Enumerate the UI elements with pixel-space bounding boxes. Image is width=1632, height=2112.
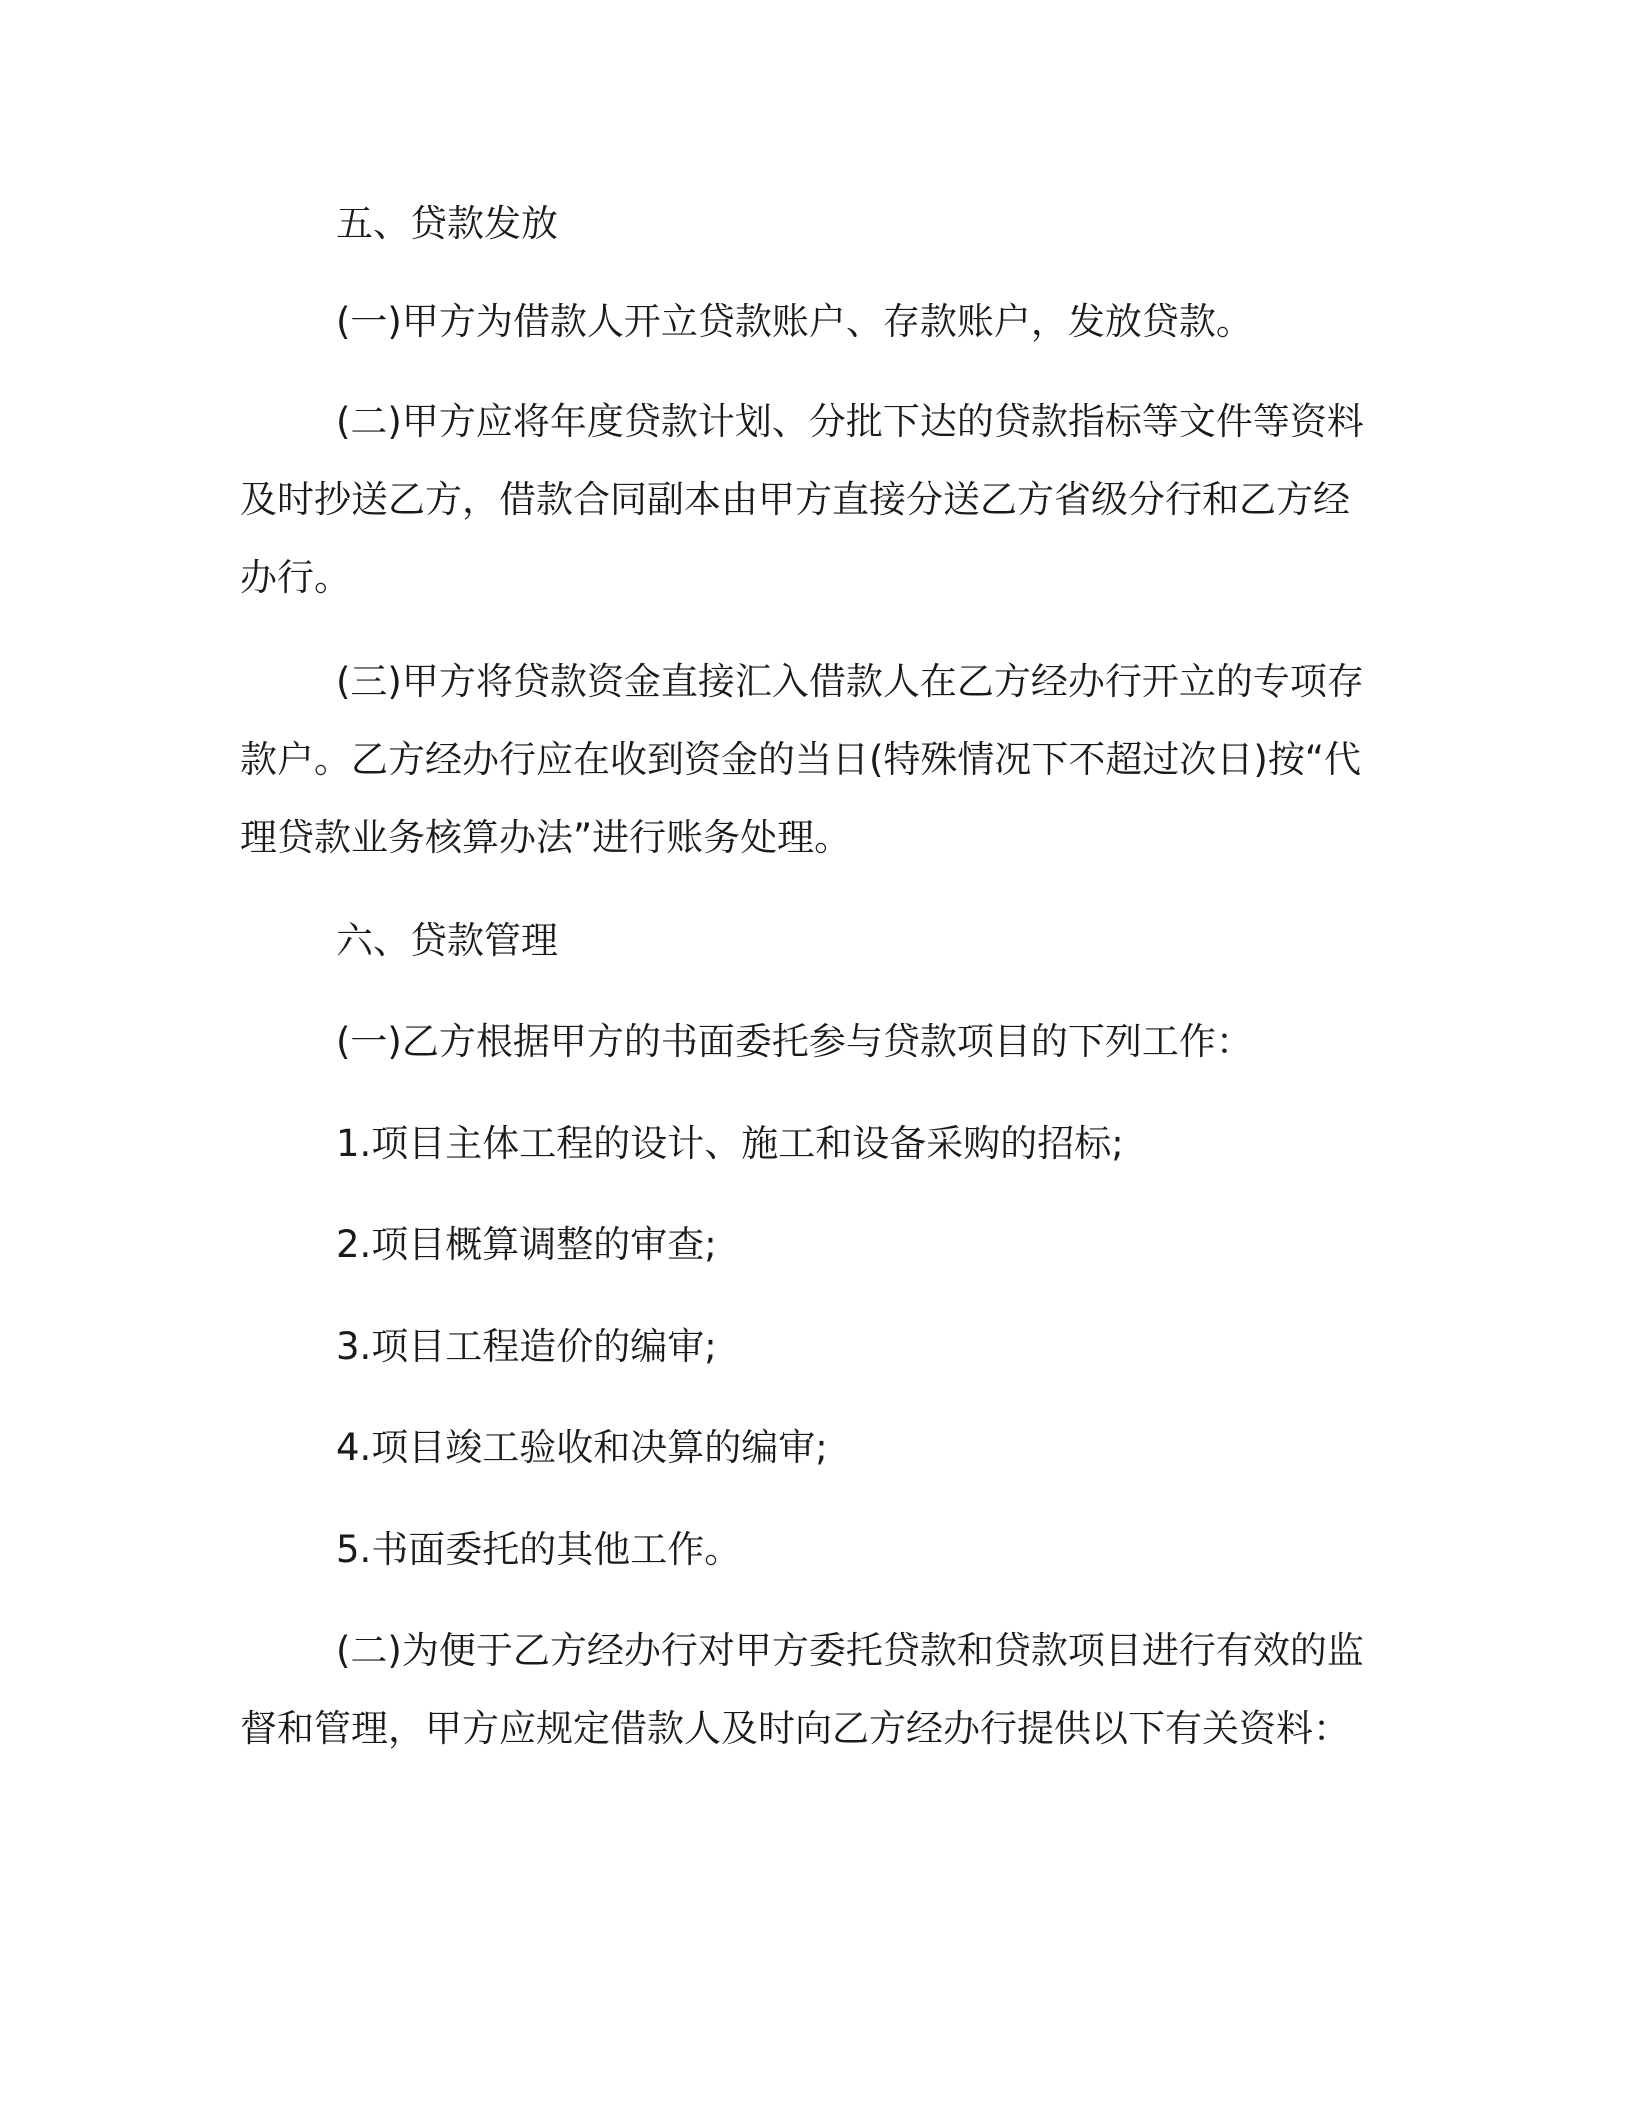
section-heading-loan-disbursement: 五、贷款发放 [336,202,558,245]
paragraph-management-2: (二)为便于乙方经办行对甲方委托贷款和贷款项目进行有效的监督和管理，甲方应规定借款人及时向乙方经办行提供以下有关资料： [240,1629,1364,1750]
paragraph-disbursement-3: (三)甲方将贷款资金直接汇入借款人在乙方经办行开立的专项存款户。乙方经办行应在收到资金的当日(特殊情况下不超过次日)按“代理贷款业务核算办法”进行账务处理。 [240,660,1364,859]
list-item-3: 3.项目工程造价的编审; [336,1325,717,1368]
list-item-5: 5.书面委托的其他工作。 [336,1528,742,1571]
list-item-4: 4.项目竣工验收和决算的编审; [336,1426,828,1469]
section-heading-loan-management: 六、贷款管理 [336,919,558,962]
paragraph-management-1: (一)乙方根据甲方的书面委托参与贷款项目的下列工作： [336,1020,1253,1063]
list-item-1: 1.项目主体工程的设计、施工和设备采购的招标; [336,1122,1124,1165]
list-item-2: 2.项目概算调整的审查; [336,1223,717,1266]
paragraph-disbursement-1: (一)甲方为借款人开立贷款账户、存款账户，发放贷款。 [336,300,1253,343]
paragraph-disbursement-2: (二)甲方应将年度贷款计划、分批下达的贷款指标等文件等资料及时抄送乙方，借款合同副本由甲方直接分送乙方省级分行和乙方经办行。 [240,400,1364,599]
